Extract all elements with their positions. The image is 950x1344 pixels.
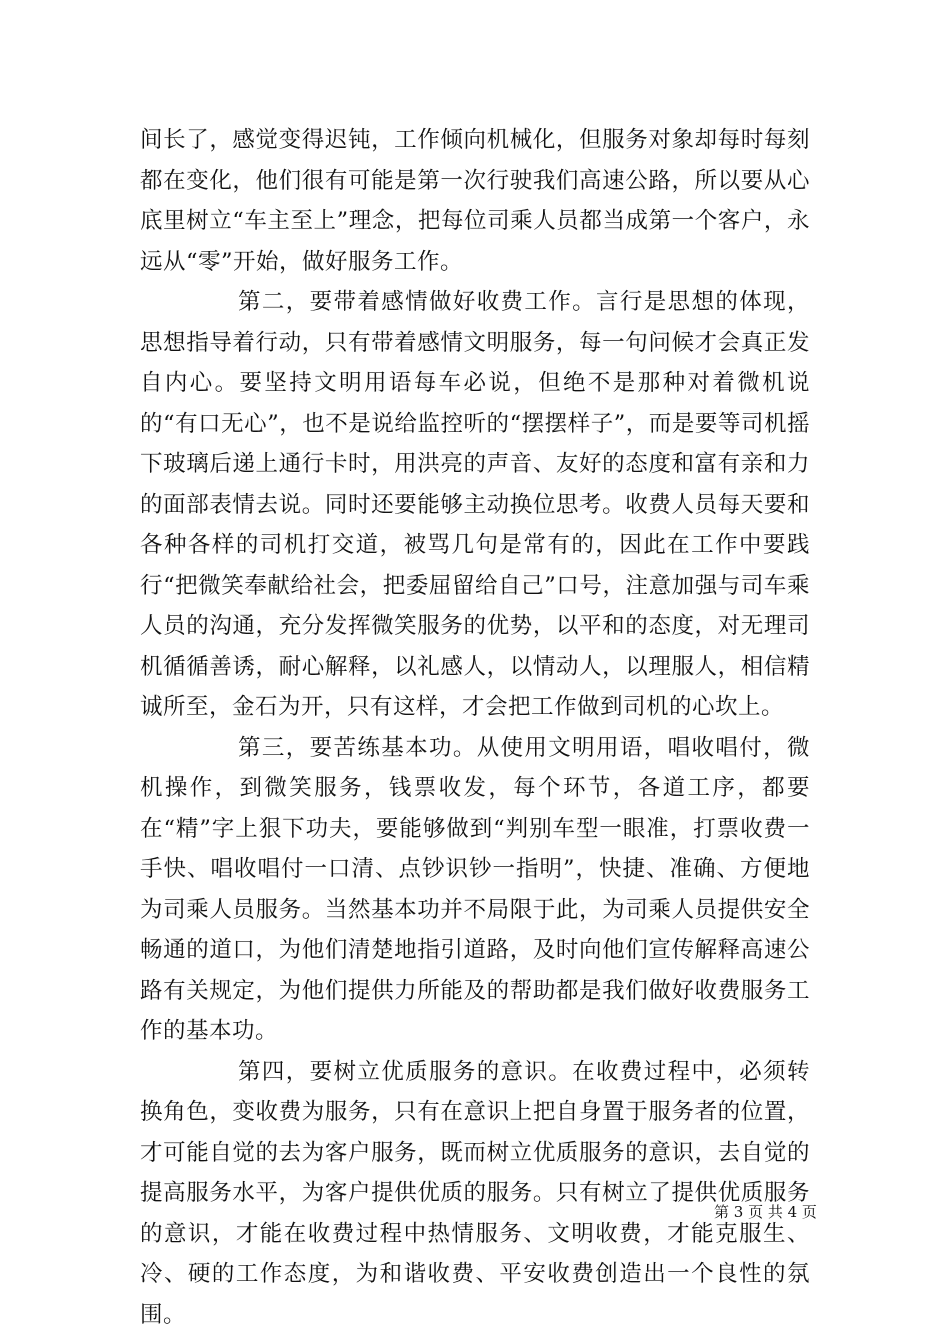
paragraph-second-point: 第二，要带着感情做好收费工作。言行是思想的体现，思想指导着行动，只有带着感情文明服务，每一句问候才会真正发自内心。要坚持文明用语每车必说，但绝不是那种对着微机说的“有口无心”，也不是说给监控听的“摆摆样子”，而是要等司机摇下玻璃后递上通行卡时，用洪亮的声音、友好的态度和富有亲和力的面部表情去说。同时还要能够主动换位思考。收费人员每天要和各种各样的司机打交道，被骂几句是常有的，因此在工作中要践行“把微笑奉献给社会，把委屈留给自己”口号，注意加强与司车乘人员的沟通，充分发挥微笑服务的优势，以平和的态度，对无理司机循循善诱，耐心解释，以礼感人，以情动人，以理服人，相信精诚所至，金石为开，只有这样，才会把工作做到司机的心坎上。 bbox=[140, 289, 810, 720]
paragraph-fourth-point: 第四，要树立优质服务的意识。在收费过程中，必须转换角色，变收费为服务，只有在意识上把自身置于服务者的位置，才可能自觉的去为客户服务，既而树立优质服务的意识，去自觉的提高服务水平，为客户提供优质的服务。只有树立了提供优质服务的意识，才能在收费过程中热情服务、文明收费，才能克服生、冷、硬的工作态度，为和谐收费、平安收费创造出一个良性的氛围。 bbox=[140, 1058, 810, 1328]
paragraph-continuation: 间长了，感觉变得迟钝，工作倾向机械化，但服务对象却每时每刻都在变化，他们很有可能是第一次行驶我们高速公路，所以要从心底里树立“车主至上”理念，把每位司乘人员都当成第一个客户，永远从“零”开始，做好服务工作。 bbox=[140, 127, 810, 275]
body-text bbox=[140, 120, 810, 1335]
page-number-footer: 第 3 页 共 4 页 bbox=[714, 1203, 817, 1221]
paragraph-third-point: 第三，要苦练基本功。从使用文明用语，唱收唱付，微机操作，到微笑服务，钱票收发，每个环节，各道工序，都要在“精”字上狠下功夫，要能够做到“判别车型一眼准，打票收费一手快、唱收唱付一口清、点钞识钞一指明”，快捷、准确、方便地为司乘人员服务。当然基本功并不局限于此，为司乘人员提供安全畅通的道口，为他们清楚地指引道路，及时向他们宣传解释高速公路有关规定，为他们提供力所能及的帮助都是我们做好收费服务工作的基本功。 bbox=[140, 734, 810, 1044]
